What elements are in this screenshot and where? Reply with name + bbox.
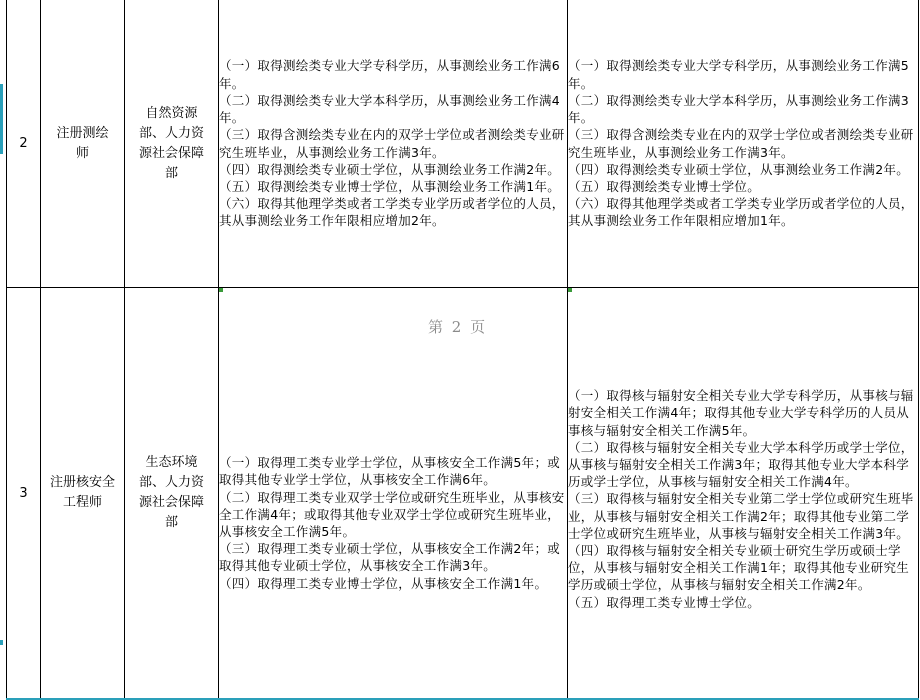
requirements-col-b [568, 288, 919, 700]
requirement-item: （一）取得测绘类专业大学专科学历，从事测绘业务工作满6年。 [219, 58, 561, 91]
requirement-item: （一）取得核与辐射安全相关专业大学专科学历，从事核与辐射安全相关工作满4年；取得其他专业大学专科学历的人员从事核与辐射安全相关工作满5年。 [568, 388, 914, 438]
requirement-item: （六）取得其他理学类或者工学类专业学历或者学位的人员，其从事测绘业务工作年限相应增加2年。 [219, 196, 565, 229]
requirement-item: （三）取得含测绘类专业在内的双学士学位或者测绘类专业研究生班毕业，从事测绘业务工作满3年。 [568, 127, 914, 160]
department: 生态环境部、人力资源社会保障部 [125, 288, 219, 700]
requirement-item: （三）取得核与辐射安全相关专业第二学士学位或研究生班毕业，从事核与辐射安全相关工作满2年；取得其他专业第二学士学位或研究生班毕业，从事核与辐射安全相关工作满3年。 [568, 491, 914, 541]
requirement-item: （四）取得核与辐射安全相关专业硕士研究生学历或硕士学位，从事核与辐射安全相关工作满1年；取得其他专业研究生学历或硕士学位，从事核与辐射安全相关工作满2年。 [568, 543, 910, 593]
requirement-item: （六）取得其他理学类或者工学类专业学历或者学位的人员，其从事测绘业务工作年限相应增加1年。 [568, 196, 914, 229]
requirement-item: （二）取得测绘类专业大学本科学历，从事测绘业务工作满4年。 [219, 92, 561, 126]
requirement-item: （三）取得理工类专业硕士学位，从事核安全工作满2年；或取得其他专业硕士学位，从事核安全工作满3年。 [219, 541, 561, 574]
requirement-item: （四）取得测绘类专业硕士学位，从事测绘业务工作满2年。 [568, 161, 910, 177]
requirement-item: （三）取得含测绘类专业在内的双学士学位或者测绘类专业研究生班毕业，从事测绘业务工作满3年。 [219, 127, 565, 160]
row-number: 3 [7, 288, 41, 700]
requirement-item: （一）取得理工类专业学士学位，从事核安全工作满5年；或取得其他专业学士学位，从事核安全工作满6年。 [219, 455, 561, 488]
requirements-col-a [219, 288, 568, 700]
requirement-item: （二）取得理工类专业双学士学位或研究生班毕业，从事核安全工作满4年；或取得其他专业双学士学位或研究生班毕业，从事核安全工作满5年。 [219, 489, 565, 539]
requirements-col-b [568, 0, 919, 288]
qualification-table [6, 0, 919, 700]
department: 自然资源部、人力资源社会保障部 [125, 0, 219, 288]
page-marker: 第 2 页 [428, 318, 488, 336]
left-edge-marker [0, 84, 3, 154]
requirement-item: （一）取得测绘类专业大学专科学历，从事测绘业务工作满5年。 [568, 58, 910, 91]
cell-corner-marker [219, 288, 223, 292]
left-edge-marker [0, 640, 3, 645]
table-row [7, 0, 919, 288]
requirement-item: （二）取得测绘类专业大学本科学历，从事测绘业务工作满3年。 [568, 92, 910, 126]
requirement-item: （五）取得理工类专业博士学位。 [568, 594, 761, 610]
row-number: 2 [7, 0, 41, 288]
requirement-item: （五）取得测绘类专业博士学位，从事测绘业务工作满1年。 [219, 178, 561, 194]
requirement-item: （四）取得测绘类专业硕士学位，从事测绘业务工作满2年。 [219, 161, 561, 177]
requirements-col-a [219, 0, 568, 288]
requirement-item: （二）取得核与辐射安全相关专业大学本科学历或学士学位，从事核与辐射安全相关工作满3年；取得其他专业大学本科学历或学士学位，从事核与辐射安全相关工作满4年。 [568, 439, 914, 490]
table-row [7, 288, 919, 700]
qualification-name: 注册测绘师 [41, 0, 125, 288]
requirement-item: （五）取得测绘类专业博士学位。 [568, 178, 761, 194]
cell-corner-marker [568, 288, 572, 292]
requirement-item: （四）取得理工类专业博士学位，从事核安全工作满1年。 [219, 575, 548, 591]
qualification-name: 注册核安全工程师 [41, 288, 125, 700]
